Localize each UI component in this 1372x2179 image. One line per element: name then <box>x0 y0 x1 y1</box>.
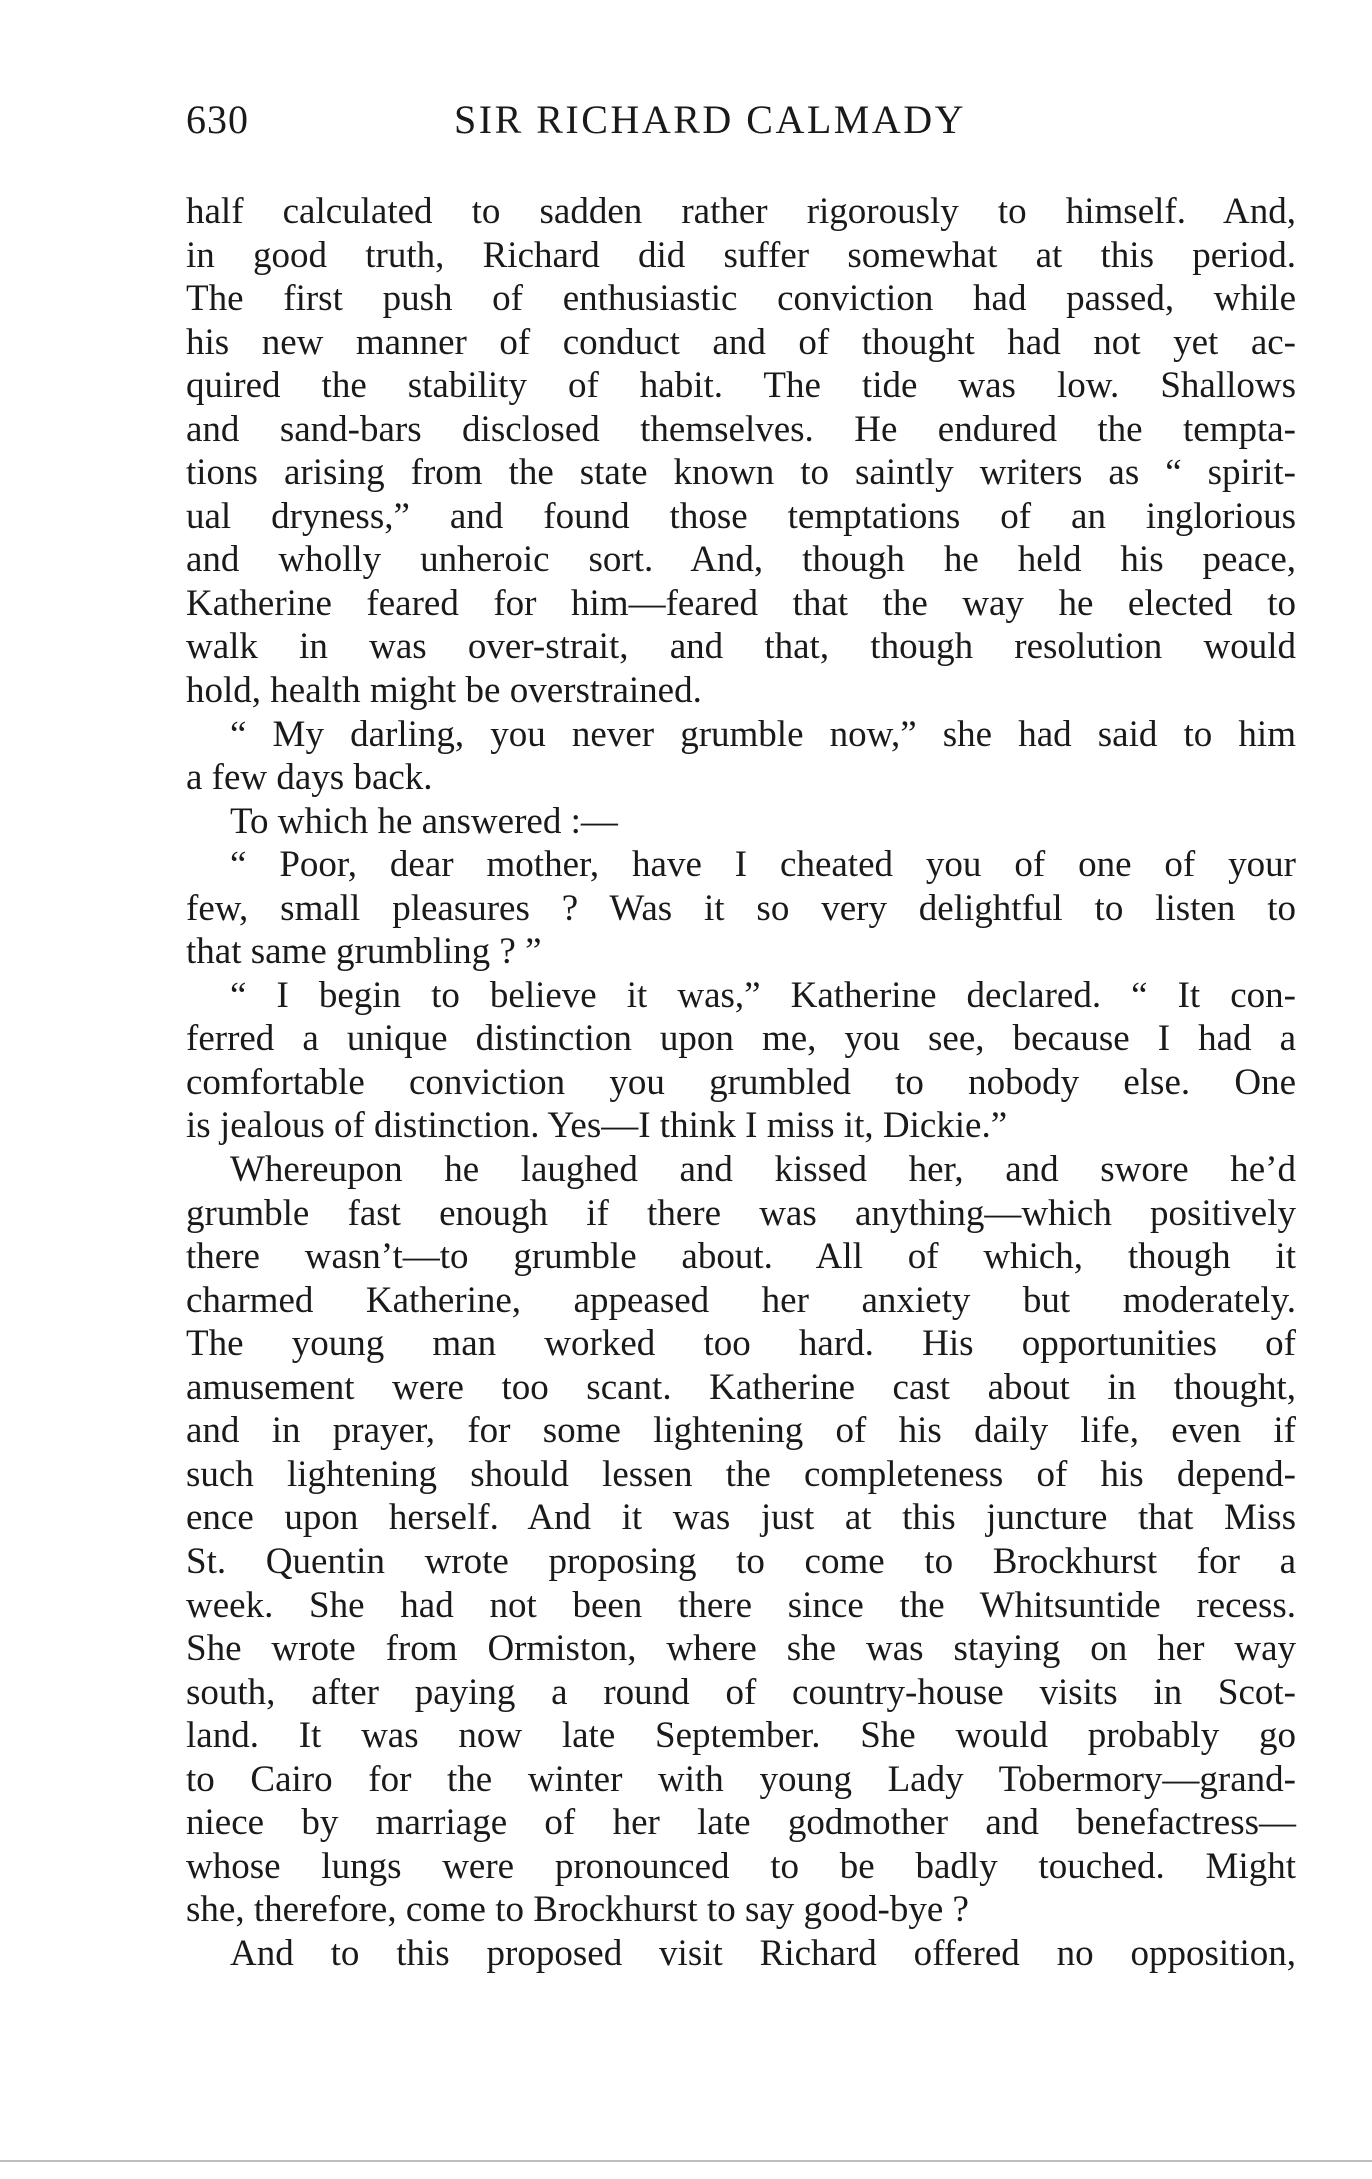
text-line: The young man worked too hard. His opportunities of <box>186 1323 1296 1365</box>
text-line: tions arising from the state known to saintly writers as “ spirit- <box>186 452 1296 494</box>
text-line: and wholly unheroic sort. And, though he held his peace, <box>186 539 1296 581</box>
text-line: land. It was now late September. She would probably go <box>186 1715 1296 1757</box>
text-line: “ I begin to believe it was,” Katherine declared. “ It con- <box>230 974 1296 1016</box>
text-line: walk in was over-strait, and that, though resolution would <box>186 626 1296 668</box>
text-line: amusement were too scant. Katherine cast about in thought, <box>186 1366 1296 1408</box>
text-line: such lightening should lessen the completeness of his depend- <box>186 1453 1296 1495</box>
text-line: week. She had not been there since the Whitsuntide recess. <box>186 1584 1296 1626</box>
running-title: SIR RICHARD CALMADY <box>454 97 966 142</box>
text-line: quired the stability of habit. The tide was low. Shallows <box>186 365 1296 407</box>
text-line: there wasn’t—to grumble about. All of which, though it <box>186 1236 1296 1278</box>
text-line: in good truth, Richard did suffer somewhat at this period. <box>186 234 1296 276</box>
page-bottom-edge <box>0 2160 1372 2162</box>
page-number: 630 <box>186 97 249 142</box>
text-line: comfortable conviction you grumbled to nobody else. One <box>186 1061 1296 1103</box>
text-line: and sand-bars disclosed themselves. He endured the tempta- <box>186 408 1296 450</box>
text-line: ferred a unique distinction upon me, you see, because I had a <box>186 1018 1296 1060</box>
text-line: The first push of enthusiastic conviction had passed, while <box>186 278 1296 320</box>
text-line: ence upon herself. And it was just at this juncture that Miss <box>186 1497 1296 1539</box>
text-line: To which he answered :— <box>230 800 618 842</box>
text-line: his new manner of conduct and of thought had not yet ac- <box>186 321 1296 363</box>
text-line: and in prayer, for some lightening of his daily life, even if <box>186 1410 1296 1452</box>
text-line: charmed Katherine, appeased her anxiety but moderately. <box>186 1279 1296 1321</box>
text-line: south, after paying a round of country-house visits in Scot- <box>186 1671 1296 1713</box>
text-line: a few days back. <box>186 757 433 799</box>
text-line: half calculated to sadden rather rigorously to himself. And, <box>186 191 1296 232</box>
text-line: St. Quentin wrote proposing to come to Brockhurst for a <box>186 1540 1296 1582</box>
text-line: She wrote from Ormiston, where she was staying on her way <box>186 1628 1296 1670</box>
text-line: that same grumbling ? ” <box>186 931 542 973</box>
text-line: Whereupon he laughed and kissed her, and swore he’d <box>230 1149 1296 1191</box>
text-line: is jealous of distinction. Yes—I think I miss it, Dickie.” <box>186 1105 1008 1147</box>
text-line: to Cairo for the winter with young Lady Tobermory—grand- <box>186 1758 1296 1800</box>
text-line: whose lungs were pronounced to be badly touched. Might <box>186 1845 1296 1887</box>
body-text <box>186 190 1296 1975</box>
text-line: niece by marriage of her late godmother and benefactress— <box>186 1802 1296 1844</box>
text-line: “ Poor, dear mother, have I cheated you of one of your <box>230 844 1296 886</box>
text-line: she, therefore, come to Brockhurst to say good-bye ? <box>186 1889 969 1931</box>
running-header <box>186 96 1296 156</box>
text-line: hold, health might be overstrained. <box>186 670 702 712</box>
text-line: few, small pleasures ? Was it so very delightful to listen to <box>186 887 1296 929</box>
text-line: “ My darling, you never grumble now,” she had said to him <box>230 713 1296 755</box>
text-line: grumble fast enough if there was anything—which positively <box>186 1192 1296 1234</box>
text-line: ual dryness,” and found those temptations of an inglorious <box>186 495 1296 537</box>
text-line: Katherine feared for him—feared that the way he elected to <box>186 582 1296 624</box>
text-line: And to this proposed visit Richard offered no opposition, <box>230 1932 1296 1974</box>
